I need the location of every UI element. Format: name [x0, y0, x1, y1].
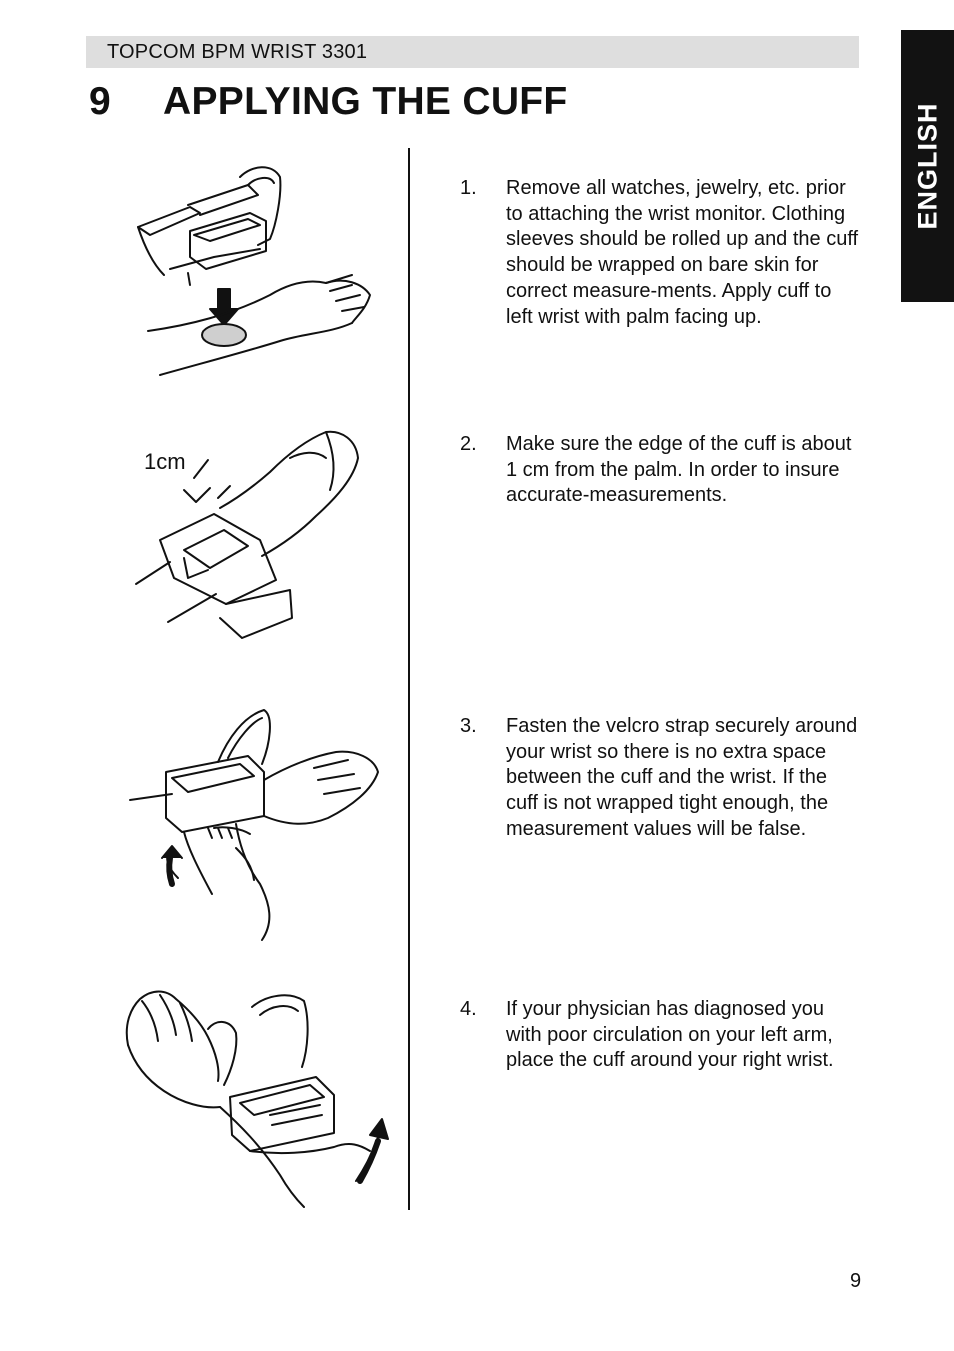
step-text: If your physician has diagnosed you with poor circulation on your left arm, place the cuff around your right wrist. — [506, 998, 834, 1072]
illustration-fasten-strap — [128, 708, 383, 943]
page-number: 9 — [850, 1270, 862, 1292]
language-tab-label: ENGLISH — [912, 102, 942, 230]
step-text: Fasten the velcro strap securely around your wrist so there is no extra space between the cuff and the wrist. If the cuff is not wrapped tight enough, the measurement values will be false. — [506, 715, 858, 840]
running-header — [86, 36, 859, 68]
step-number: 4. — [460, 998, 477, 1020]
illustration-right-wrist — [120, 985, 390, 1210]
section-title: APPLYING THE CUFF — [163, 80, 568, 123]
distance-label: 1cm — [144, 449, 186, 474]
section-number: 9 — [89, 80, 111, 123]
header-title: TOPCOM BPM WRIST 3301 — [107, 41, 368, 63]
step-text: Make sure the edge of the cuff is about 1 cm from the palm. In order to insure accurate-measurements. — [506, 433, 852, 507]
step-number: 1. — [460, 177, 477, 199]
column-divider — [408, 148, 410, 1210]
illustration-cuff-distance — [130, 428, 380, 643]
step-number: 2. — [460, 433, 477, 455]
language-tab — [901, 30, 954, 302]
step-number: 3. — [460, 715, 477, 737]
section-heading — [89, 80, 568, 124]
illustration-remove-jewelry — [130, 165, 380, 385]
step-text: Remove all watches, jewelry, etc. prior to attaching the wrist monitor. Clothing sleeves should be rolled up and the cuff should be wrapped on bare skin for correct measure-ments. Apply cuff to left wrist with palm facing up. — [506, 177, 859, 328]
